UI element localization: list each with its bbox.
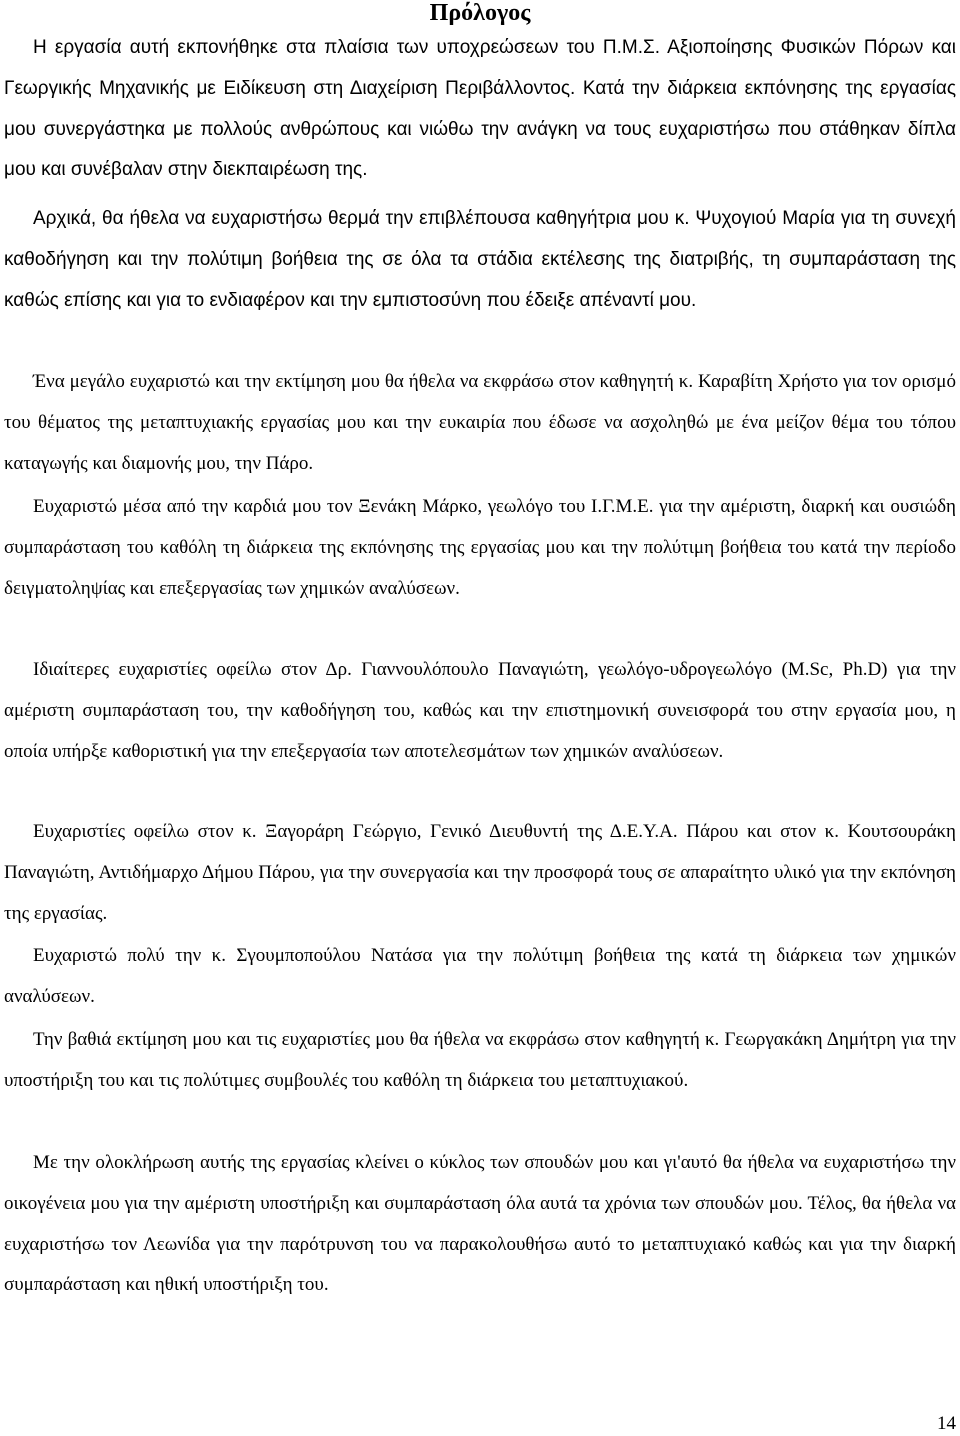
paragraph-hydrogeologist: Ιδιαίτερες ευχαριστίες οφείλω στον Δρ. Γιαννουλόπουλο Παναγιώτη, γεωλόγο-υδρογεωλόγο (M.Sc, Ph.D) για την αμέριστη συμπαράσταση του, την καθοδήγηση του, καθώς και την επιστημονική συνεισφορά του στην εργασία μου, η οποία υπήρξε καθοριστική για την επεξεργασία των αποτελεσμάτων των χημικών αναλύσεων. [4, 659, 956, 762]
paragraph-geologist: Ευχαριστώ μέσα από την καρδιά μου τον Ξενάκη Μάρκο, γεωλόγο του Ι.Γ.Μ.Ε. για την αμέριστη, διαρκή και ουσιώδη συμπαράσταση του καθόλη τη διάρκεια της εκπόνησης της εργασίας μου και την πολύτιμη βοήθεια του κατά την περίοδο δειγματοληψίας και επεξεργασίας των χημικών αναλύσεων. [4, 496, 956, 599]
paragraph-intro: Η εργασία αυτή εκπονήθηκε στα πλαίσια των υποχρεώσεων του Π.Μ.Σ. Αξιοποίησης Φυσικών Πόρων και Γεωργικής Μηχανικής με Ειδίκευση στη Διαχείριση Περιβάλλοντος. Κατά την διάρκεια εκπόνησης της εργασίας μου συνεργάστηκα με πολλούς ανθρώπους και νιώθω την ανάγκη να τους ευχαριστήσω που στάθηκαν δίπλα μου και συνέβαλαν στην διεκπαιρέωση της. [4, 37, 956, 181]
page-title: Πρόλογος [429, 0, 531, 26]
paragraph-deya: Ευχαριστίες οφείλω στον κ. Ξαγοράρη Γεώργιο, Γενικό Διευθυντή της Δ.Ε.Υ.Α. Πάρου και στον κ. Κουτσουράκη Παναγιώτη, Αντιδήμαρχο Δήμου Πάρου, για την συνεργασία και την προσφορά τους σε απαραίτητο υλικό για την εκπόνηση της εργασίας. [4, 821, 956, 924]
paragraph-family: Με την ολοκλήρωση αυτής της εργασίας κλείνει ο κύκλος των σπουδών μου και γι'αυτό θα ήθελα να ευχαριστήσω την οικογένεια μου για την αμέριστη υποστήριξη και συμπαράσταση όλα αυτά τα χρόνια των σπουδών μου. Τέλος, θα ήθελα να ευχαριστήσω τον Λεωνίδα για την παρότρυνση του να παρακολουθήσω αυτό το μεταπτυχιακό καθώς και για την διαρκή συμπαράσταση και ηθική υποστήριξη του. [4, 1152, 956, 1296]
page-number: 14 [937, 1413, 956, 1434]
paragraph-professor: Ένα μεγάλο ευχαριστώ και την εκτίμηση μου θα ήθελα να εκφράσω στον καθηγητή κ. Καραβίτη Χρήστο για τον ορισμό του θέματος της μεταπτυχιακής εργασίας μου και την ευκαιρία που έδωσε να ασχοληθώ με ένα μείζον θέμα του τόπου καταγωγής και διαμονής μου, την Πάρο. [4, 371, 956, 474]
paragraph-georgakakis: Την βαθιά εκτίμηση μου και τις ευχαριστίες μου θα ήθελα να εκφράσω στον καθηγητή κ. Γεωργακάκη Δημήτρη για την υποστήριξη του και τις πολύτιμες συμβουλές του καθόλη τη διάρκεια του μεταπτυχιακού. [4, 1029, 956, 1091]
paragraph-supervisor: Αρχικά, θα ήθελα να ευχαριστήσω θερμά την επιβλέπουσα καθηγήτρια μου κ. Ψυχογιού Μαρία για τη συνεχή καθοδήγηση και την πολύτιμη βοήθεια της σε όλα τα στάδια εκτέλεσης της διατριβής, τη συμπαράσταση της καθώς επίσης και για το ενδιαφέρον και την εμπιστοσύνη που έδειξε απέναντί μου. [4, 208, 956, 311]
paragraph-analyses: Ευχαριστώ πολύ την κ. Σγουμποπούλου Νατάσα για την πολύτιμη βοήθεια της κατά τη διάρκεια των χημικών αναλύσεων. [4, 945, 956, 1007]
